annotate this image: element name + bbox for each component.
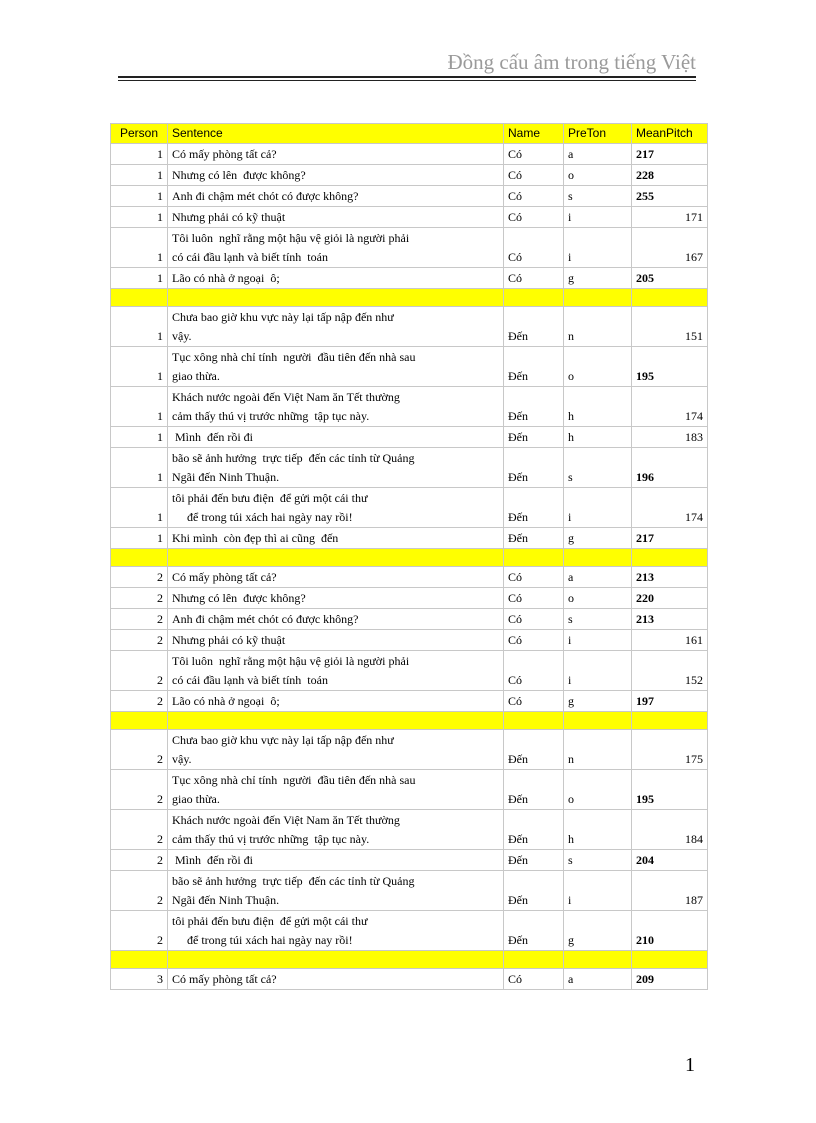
preton-cell: i bbox=[564, 228, 632, 268]
name-cell: Đến bbox=[504, 427, 564, 448]
sentence-cell bbox=[168, 307, 504, 347]
separator-cell bbox=[632, 289, 708, 307]
preton-cell: o bbox=[564, 588, 632, 609]
table-row bbox=[111, 730, 708, 770]
header-name: Name bbox=[504, 124, 564, 144]
person-cell: 2 bbox=[111, 567, 168, 588]
table-row bbox=[111, 651, 708, 691]
meanpitch-cell: 210 bbox=[632, 911, 708, 951]
separator-cell bbox=[168, 289, 504, 307]
sentence-line: giao thừa. bbox=[172, 369, 220, 383]
sentence-cell bbox=[168, 207, 504, 228]
sentence-cell bbox=[168, 144, 504, 165]
table-row bbox=[111, 488, 708, 528]
person-cell: 2 bbox=[111, 651, 168, 691]
name-cell: Đến bbox=[504, 770, 564, 810]
sentence-cell bbox=[168, 911, 504, 951]
sentence-line: tôi phải đến bưu điện để gửi một cái thư bbox=[172, 491, 368, 505]
preton-cell: g bbox=[564, 691, 632, 712]
name-cell: Đến bbox=[504, 488, 564, 528]
table-row bbox=[111, 969, 708, 990]
name-cell: Có bbox=[504, 268, 564, 289]
meanpitch-cell: 255 bbox=[632, 186, 708, 207]
name-cell: Đến bbox=[504, 850, 564, 871]
preton-cell: i bbox=[564, 651, 632, 691]
separator-cell bbox=[632, 549, 708, 567]
sentence-line: vậy. bbox=[172, 752, 192, 766]
preton-cell: i bbox=[564, 630, 632, 651]
name-cell: Đến bbox=[504, 871, 564, 911]
table-row bbox=[111, 387, 708, 427]
preton-cell: o bbox=[564, 770, 632, 810]
person-cell: 2 bbox=[111, 770, 168, 810]
table-row bbox=[111, 207, 708, 228]
name-cell: Có bbox=[504, 630, 564, 651]
name-cell: Đến bbox=[504, 448, 564, 488]
table-row bbox=[111, 268, 708, 289]
sentence-line: vậy. bbox=[172, 329, 192, 343]
preton-cell: s bbox=[564, 186, 632, 207]
name-cell: Có bbox=[504, 186, 564, 207]
person-cell: 1 bbox=[111, 268, 168, 289]
meanpitch-cell: 217 bbox=[632, 144, 708, 165]
person-cell: 1 bbox=[111, 427, 168, 448]
meanpitch-cell: 174 bbox=[632, 387, 708, 427]
preton-cell: h bbox=[564, 427, 632, 448]
sentence-line: Ngãi đến Ninh Thuận. bbox=[172, 470, 280, 484]
sentence-cell bbox=[168, 186, 504, 207]
meanpitch-cell: 195 bbox=[632, 770, 708, 810]
sentence-cell bbox=[168, 651, 504, 691]
sentence-line: Ngãi đến Ninh Thuận. bbox=[172, 893, 280, 907]
person-cell: 1 bbox=[111, 488, 168, 528]
header-rule-thick bbox=[118, 76, 696, 78]
sentence-cell bbox=[168, 165, 504, 186]
meanpitch-cell: 183 bbox=[632, 427, 708, 448]
name-cell: Có bbox=[504, 969, 564, 990]
table-row bbox=[111, 186, 708, 207]
table-row bbox=[111, 770, 708, 810]
sentence-cell bbox=[168, 810, 504, 850]
preton-cell: s bbox=[564, 448, 632, 488]
person-cell: 2 bbox=[111, 911, 168, 951]
person-cell: 1 bbox=[111, 307, 168, 347]
preton-cell: o bbox=[564, 347, 632, 387]
preton-cell: g bbox=[564, 911, 632, 951]
name-cell: Đến bbox=[504, 528, 564, 549]
table-row bbox=[111, 567, 708, 588]
sentence-line: Mình đến rồi đi bbox=[172, 853, 253, 867]
sentence-line: bão sẽ ảnh hưởng trực tiếp đến các tỉnh từ Quảng bbox=[172, 451, 415, 465]
preton-cell: n bbox=[564, 307, 632, 347]
sentence-line: Tục xông nhà chỉ tính người đầu tiên đến nhà sau bbox=[172, 773, 416, 787]
meanpitch-cell: 151 bbox=[632, 307, 708, 347]
preton-cell: h bbox=[564, 387, 632, 427]
table-row bbox=[111, 691, 708, 712]
table-row bbox=[111, 528, 708, 549]
sentence-line: Khách nước ngoài đến Việt Nam ăn Tết thường bbox=[172, 390, 400, 404]
sentence-line: Có mấy phòng tất cả? bbox=[172, 570, 277, 584]
sentence-line: Tôi luôn nghĩ rằng một hậu vệ giỏi là người phải bbox=[172, 231, 410, 245]
sentence-line: để trong túi xách hai ngày nay rồi! bbox=[172, 510, 353, 524]
name-cell: Đến bbox=[504, 387, 564, 427]
table-row bbox=[111, 228, 708, 268]
separator-cell bbox=[504, 712, 564, 730]
table-row bbox=[111, 307, 708, 347]
table-row bbox=[111, 609, 708, 630]
person-cell: 2 bbox=[111, 691, 168, 712]
table-row bbox=[111, 911, 708, 951]
sentence-line: Anh đi chậm mét chót có được không? bbox=[172, 612, 359, 626]
header-preton: PreTon bbox=[564, 124, 632, 144]
meanpitch-cell: 152 bbox=[632, 651, 708, 691]
person-cell: 1 bbox=[111, 347, 168, 387]
name-cell: Đến bbox=[504, 911, 564, 951]
name-cell: Có bbox=[504, 165, 564, 186]
name-cell: Có bbox=[504, 567, 564, 588]
meanpitch-cell: 197 bbox=[632, 691, 708, 712]
page-number: 1 bbox=[685, 1054, 695, 1076]
sentence-cell bbox=[168, 567, 504, 588]
preton-cell: i bbox=[564, 207, 632, 228]
sentence-line: Anh đi chậm mét chót có được không? bbox=[172, 189, 359, 203]
sentence-cell bbox=[168, 448, 504, 488]
meanpitch-cell: 187 bbox=[632, 871, 708, 911]
separator-cell bbox=[564, 549, 632, 567]
person-cell: 3 bbox=[111, 969, 168, 990]
sentence-cell bbox=[168, 609, 504, 630]
name-cell: Có bbox=[504, 691, 564, 712]
sentence-line: tôi phải đến bưu điện để gửi một cái thư bbox=[172, 914, 368, 928]
sentence-line: Có mấy phòng tất cả? bbox=[172, 147, 277, 161]
preton-cell: a bbox=[564, 567, 632, 588]
sentence-cell bbox=[168, 630, 504, 651]
sentence-line: Lão có nhà ở ngoại ô; bbox=[172, 694, 280, 708]
header-person: Person bbox=[111, 124, 168, 144]
table-body bbox=[111, 124, 708, 990]
separator-cell bbox=[168, 951, 504, 969]
sentence-line: cảm thấy thú vị trước những tập tục này. bbox=[172, 832, 370, 846]
meanpitch-cell: 167 bbox=[632, 228, 708, 268]
separator-row bbox=[111, 712, 708, 730]
table-row bbox=[111, 630, 708, 651]
person-cell: 1 bbox=[111, 448, 168, 488]
sentence-cell bbox=[168, 528, 504, 549]
sentence-cell bbox=[168, 969, 504, 990]
separator-cell bbox=[564, 951, 632, 969]
separator-cell bbox=[632, 712, 708, 730]
person-cell: 1 bbox=[111, 528, 168, 549]
sentence-cell bbox=[168, 347, 504, 387]
preton-cell: i bbox=[564, 871, 632, 911]
name-cell: Có bbox=[504, 228, 564, 268]
table-row bbox=[111, 144, 708, 165]
sentence-line: Lão có nhà ở ngoại ô; bbox=[172, 271, 280, 285]
meanpitch-cell: 213 bbox=[632, 567, 708, 588]
sentence-line: cảm thấy thú vị trước những tập tục này. bbox=[172, 409, 370, 423]
table-row bbox=[111, 871, 708, 911]
table-row bbox=[111, 810, 708, 850]
table-row bbox=[111, 448, 708, 488]
person-cell: 1 bbox=[111, 144, 168, 165]
sentence-line: Nhưng phải có kỹ thuật bbox=[172, 210, 286, 224]
name-cell: Có bbox=[504, 144, 564, 165]
meanpitch-cell: 161 bbox=[632, 630, 708, 651]
separator-cell bbox=[111, 549, 168, 567]
meanpitch-cell: 228 bbox=[632, 165, 708, 186]
meanpitch-cell: 217 bbox=[632, 528, 708, 549]
preton-cell: i bbox=[564, 488, 632, 528]
name-cell: Có bbox=[504, 651, 564, 691]
person-cell: 2 bbox=[111, 850, 168, 871]
meanpitch-cell: 184 bbox=[632, 810, 708, 850]
sentence-line: Chưa bao giờ khu vực này lại tấp nập đến như bbox=[172, 310, 394, 324]
separator-cell bbox=[504, 289, 564, 307]
name-cell: Đến bbox=[504, 307, 564, 347]
preton-cell: a bbox=[564, 144, 632, 165]
sentence-cell bbox=[168, 588, 504, 609]
separator-row bbox=[111, 951, 708, 969]
preton-cell: h bbox=[564, 810, 632, 850]
sentence-line: Khách nước ngoài đến Việt Nam ăn Tết thường bbox=[172, 813, 400, 827]
person-cell: 2 bbox=[111, 630, 168, 651]
sentence-line: bão sẽ ảnh hưởng trực tiếp đến các tỉnh từ Quảng bbox=[172, 874, 415, 888]
meanpitch-cell: 175 bbox=[632, 730, 708, 770]
meanpitch-cell: 204 bbox=[632, 850, 708, 871]
person-cell: 2 bbox=[111, 871, 168, 911]
sentence-cell bbox=[168, 268, 504, 289]
pitch-data-table bbox=[110, 123, 708, 990]
person-cell: 2 bbox=[111, 588, 168, 609]
header-rule-thin bbox=[118, 80, 696, 81]
meanpitch-cell: 196 bbox=[632, 448, 708, 488]
sentence-cell bbox=[168, 387, 504, 427]
sentence-cell bbox=[168, 850, 504, 871]
preton-cell: s bbox=[564, 609, 632, 630]
person-cell: 2 bbox=[111, 730, 168, 770]
sentence-line: Mình đến rồi đi bbox=[172, 430, 253, 444]
sentence-line: Nhưng có lên được không? bbox=[172, 591, 306, 605]
meanpitch-cell: 195 bbox=[632, 347, 708, 387]
sentence-line: Có mấy phòng tất cả? bbox=[172, 972, 277, 986]
person-cell: 2 bbox=[111, 609, 168, 630]
person-cell: 2 bbox=[111, 810, 168, 850]
table-row bbox=[111, 165, 708, 186]
meanpitch-cell: 213 bbox=[632, 609, 708, 630]
name-cell: Có bbox=[504, 609, 564, 630]
sentence-line: có cái đầu lạnh và biết tính toán bbox=[172, 250, 328, 264]
meanpitch-cell: 174 bbox=[632, 488, 708, 528]
preton-cell: s bbox=[564, 850, 632, 871]
preton-cell: a bbox=[564, 969, 632, 990]
table-row bbox=[111, 427, 708, 448]
name-cell: Đến bbox=[504, 730, 564, 770]
sentence-line: Tục xông nhà chỉ tính người đầu tiên đến nhà sau bbox=[172, 350, 416, 364]
document-header-title: Đồng cấu âm trong tiếng Việt bbox=[447, 50, 696, 74]
sentence-line: giao thừa. bbox=[172, 792, 220, 806]
table-header-row bbox=[111, 124, 708, 144]
separator-cell bbox=[504, 951, 564, 969]
sentence-line: Tôi luôn nghĩ rằng một hậu vệ giỏi là người phải bbox=[172, 654, 410, 668]
separator-row bbox=[111, 549, 708, 567]
table-row bbox=[111, 850, 708, 871]
sentence-cell bbox=[168, 427, 504, 448]
sentence-line: có cái đầu lạnh và biết tính toán bbox=[172, 673, 328, 687]
separator-cell bbox=[111, 712, 168, 730]
person-cell: 1 bbox=[111, 207, 168, 228]
separator-cell bbox=[168, 712, 504, 730]
name-cell: Có bbox=[504, 207, 564, 228]
name-cell: Đến bbox=[504, 347, 564, 387]
separator-cell bbox=[111, 951, 168, 969]
sentence-cell bbox=[168, 488, 504, 528]
meanpitch-cell: 220 bbox=[632, 588, 708, 609]
sentence-line: Khi mình còn đẹp thì ai cũng đến bbox=[172, 531, 339, 545]
preton-cell: g bbox=[564, 268, 632, 289]
meanpitch-cell: 171 bbox=[632, 207, 708, 228]
name-cell: Có bbox=[504, 588, 564, 609]
separator-cell bbox=[504, 549, 564, 567]
sentence-cell bbox=[168, 228, 504, 268]
sentence-line: để trong túi xách hai ngày nay rồi! bbox=[172, 933, 353, 947]
separator-cell bbox=[111, 289, 168, 307]
preton-cell: n bbox=[564, 730, 632, 770]
sentence-line: Nhưng có lên được không? bbox=[172, 168, 306, 182]
meanpitch-cell: 205 bbox=[632, 268, 708, 289]
sentence-line: Chưa bao giờ khu vực này lại tấp nập đến như bbox=[172, 733, 394, 747]
person-cell: 1 bbox=[111, 228, 168, 268]
preton-cell: g bbox=[564, 528, 632, 549]
separator-cell bbox=[168, 549, 504, 567]
separator-row bbox=[111, 289, 708, 307]
separator-cell bbox=[564, 712, 632, 730]
separator-cell bbox=[632, 951, 708, 969]
person-cell: 1 bbox=[111, 186, 168, 207]
meanpitch-cell: 209 bbox=[632, 969, 708, 990]
table-row bbox=[111, 347, 708, 387]
separator-cell bbox=[564, 289, 632, 307]
sentence-cell bbox=[168, 770, 504, 810]
person-cell: 1 bbox=[111, 165, 168, 186]
preton-cell: o bbox=[564, 165, 632, 186]
sentence-cell bbox=[168, 730, 504, 770]
header-sentence: Sentence bbox=[168, 124, 504, 144]
sentence-line: Nhưng phải có kỹ thuật bbox=[172, 633, 286, 647]
sentence-cell bbox=[168, 691, 504, 712]
person-cell: 1 bbox=[111, 387, 168, 427]
name-cell: Đến bbox=[504, 810, 564, 850]
header-meanpitch: MeanPitch bbox=[632, 124, 708, 144]
sentence-cell bbox=[168, 871, 504, 911]
table-row bbox=[111, 588, 708, 609]
